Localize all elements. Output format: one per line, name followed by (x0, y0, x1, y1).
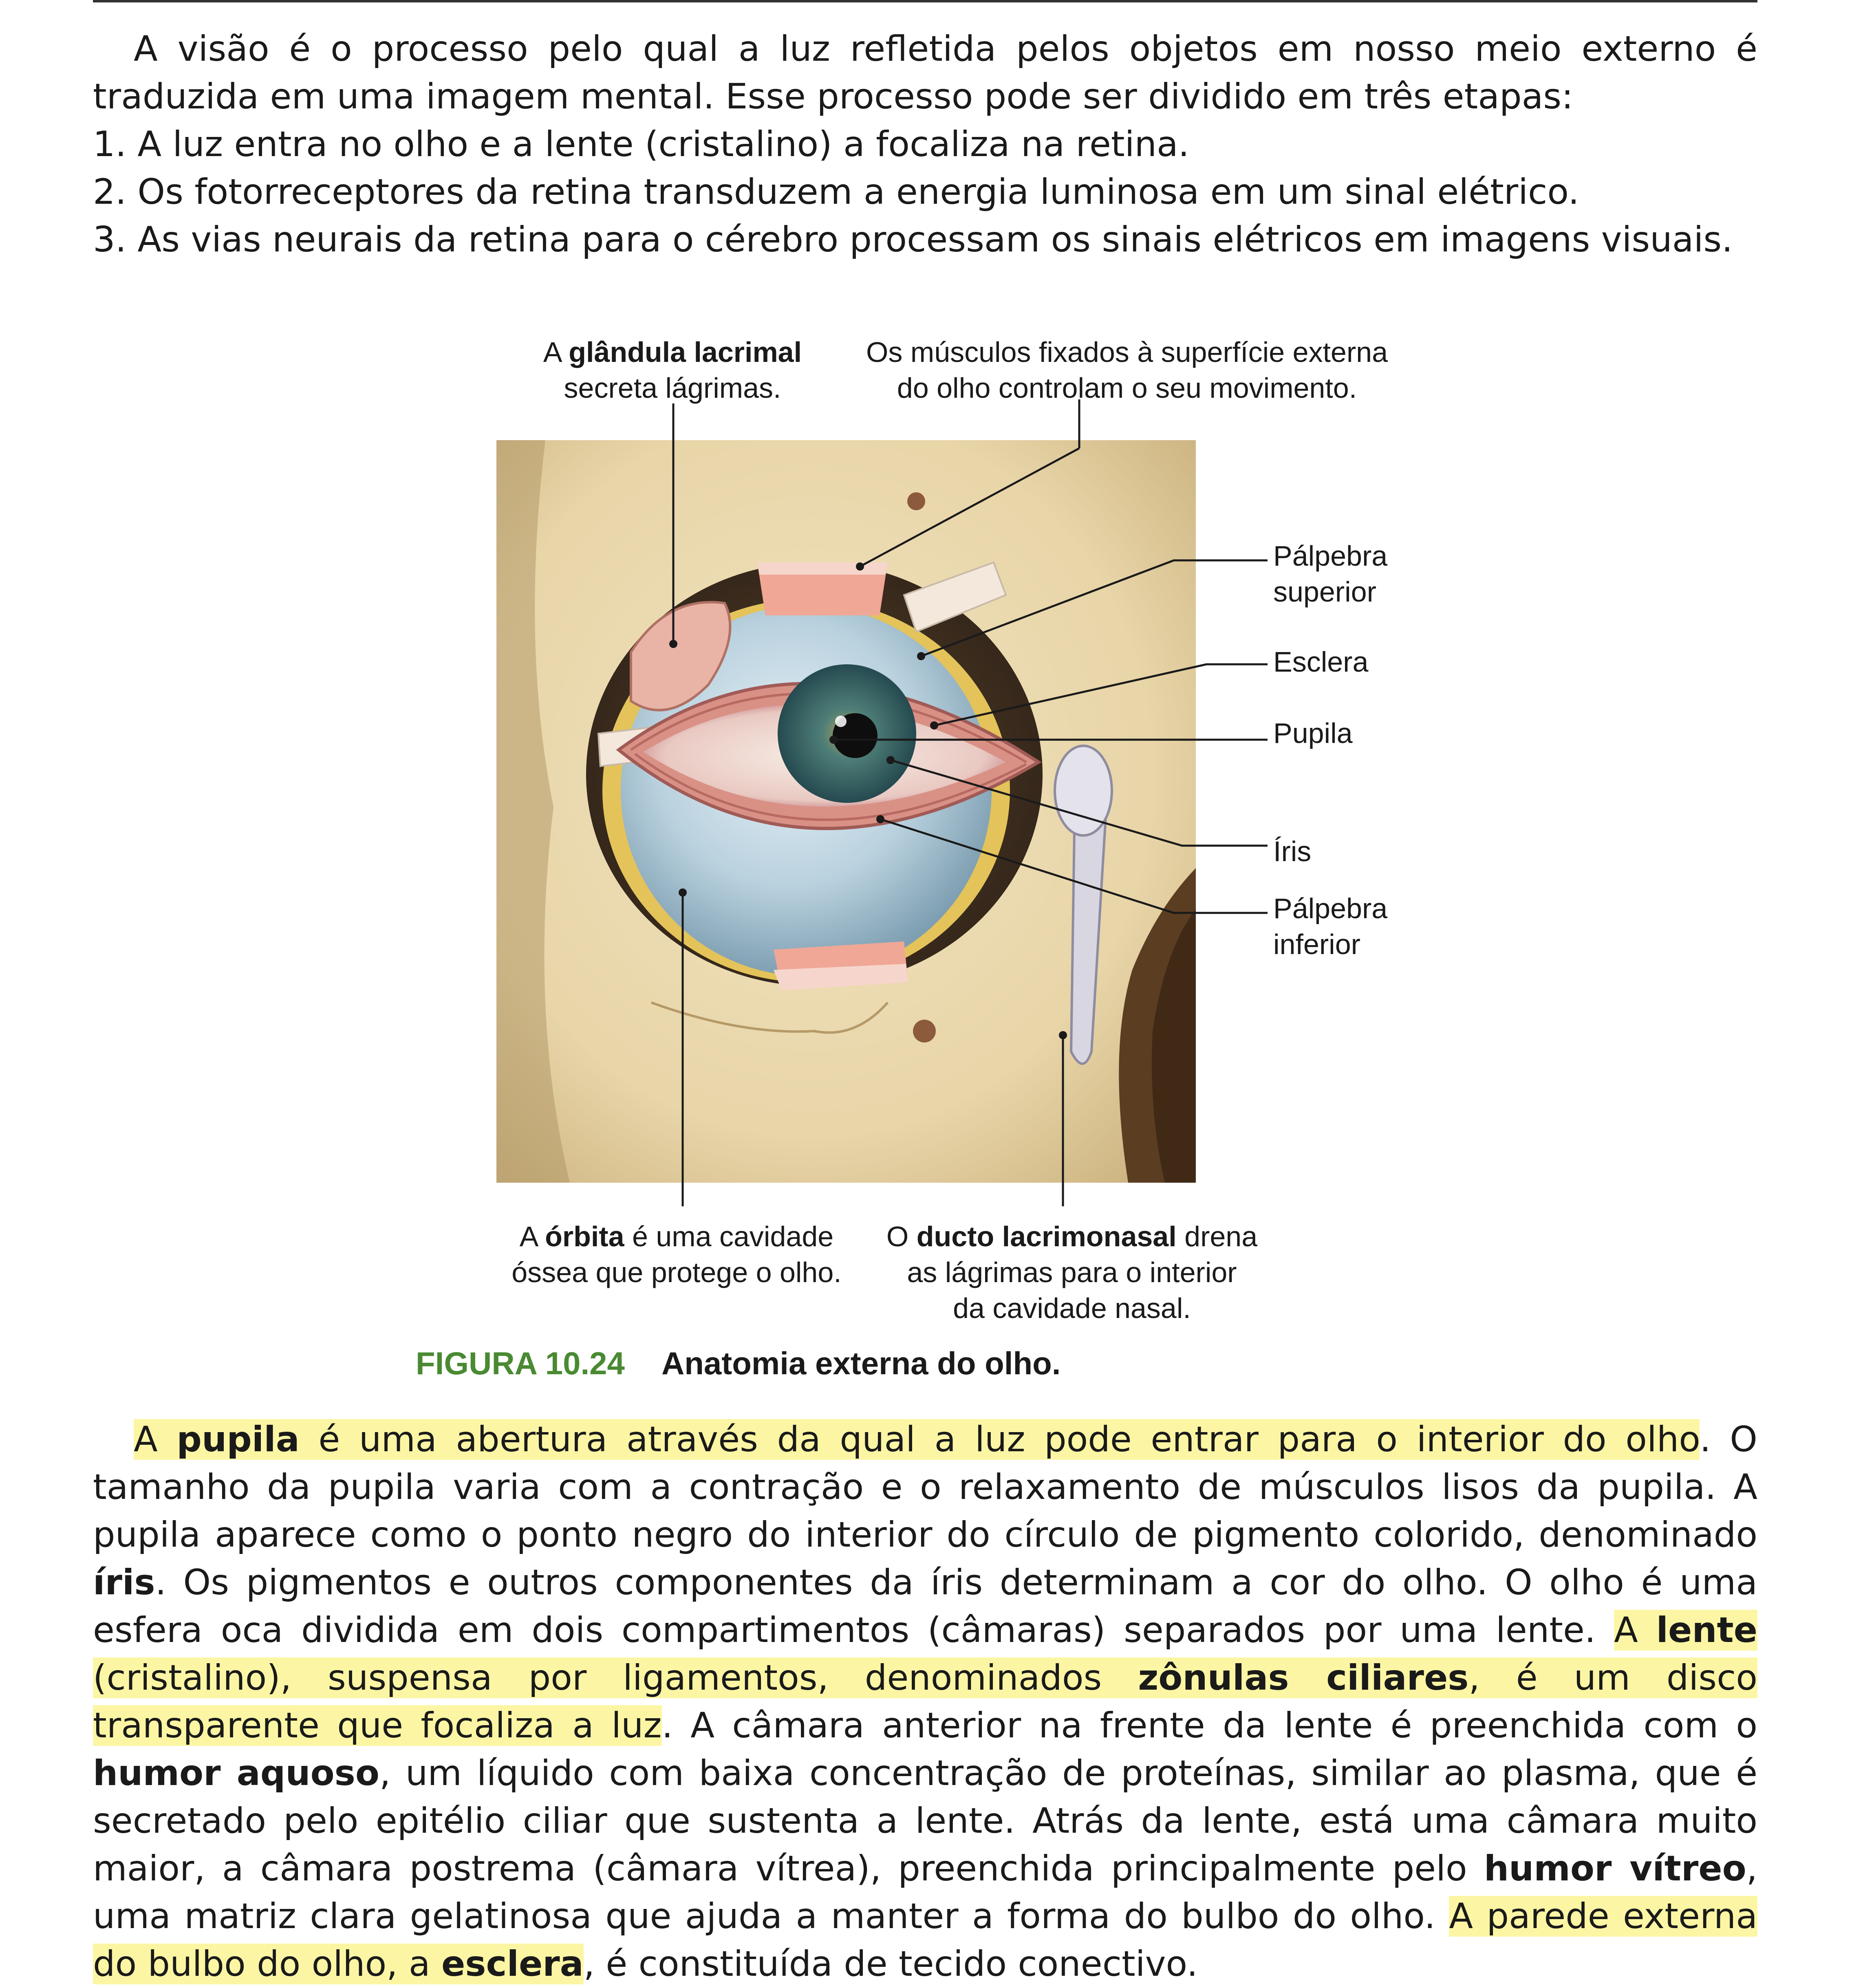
term-humor-aquoso: humor aquoso (93, 1753, 379, 1794)
label-nasolacrimal-duct: O ducto lacrimonasal drena as lágrimas para o interior da cavidade nasal. (886, 1221, 1258, 1324)
step-1: 1. A luz entra no olho e a lente (cristalino) a focaliza na retina. (93, 124, 1190, 165)
figure-number: FIGURA 10.24 (416, 1345, 625, 1381)
term-humor-vitreo: humor vítreo (1484, 1848, 1746, 1889)
text: , um líquido com baixa concentração de proteínas, similar ao plasma, que é secretado pelo epitélio ciliar que sustenta a lente. Atrás da lente, está uma câmara muito maior, a câmara postrema (câmara vítrea), preenchida principalmente pelo (93, 1753, 1757, 1889)
intro-paragraph: A visão é o processo pelo qual a luz refletida pelos objetos em nosso meio externo é traduzida em uma imagem mental. Esse processo pode ser dividido em três etapas: (93, 29, 1757, 117)
highlight: , é um disco transparente que focaliza a luz (93, 1657, 1757, 1746)
text: . O tamanho da pupila varia com a contração e o relaxamento de músculos lisos da pupila. A pupila aparece como o ponto negro do interior do círculo de pigmento colorido, denominado (93, 1419, 1757, 1555)
leader-lines (0, 318, 1852, 1377)
step-2: 2. Os fotorreceptores da retina transduzem a energia luminosa em um sinal elétrico. (93, 172, 1579, 212)
figure-caption (416, 1345, 1060, 1382)
text: . Os pigmentos e outros componentes da íris determinam a cor do olho. O olho é uma esfera oca dividida em dois compartimentos (câmaras) separados por uma lente. (93, 1562, 1757, 1651)
highlight: A (1614, 1610, 1656, 1651)
step-3: 3. As vias neurais da retina para o cérebro processam os sinais elétricos em imagens visuais. (93, 219, 1733, 260)
highlight: é uma abertura através da qual a luz pode entrar para o interior do olho (299, 1419, 1700, 1460)
label-lacrimal-gland: A glândula lacrimal secreta lágrimas. (543, 336, 802, 404)
label-lower-eyelid: Pálpebra inferior (1273, 893, 1388, 960)
highlight: (cristalino), suspensa por ligamentos, denominados (93, 1657, 1138, 1698)
highlight: A (134, 1419, 177, 1460)
intro-section (93, 25, 1757, 264)
term-zonulas-ciliares: zônulas ciliares (1138, 1657, 1469, 1698)
term-esclera: esclera (441, 1944, 584, 1984)
label-pupil: Pupila (1273, 717, 1353, 749)
label-sclera: Esclera (1273, 646, 1369, 678)
term-iris: íris (93, 1562, 155, 1603)
text: , uma matriz clara gelatinosa que ajuda a manter a forma do bulbo do olho. (93, 1848, 1757, 1937)
text: . A câmara anterior na frente da lente é preenchida com o (661, 1705, 1757, 1746)
top-rule (93, 0, 1757, 2)
label-upper-eyelid: Pálpebra superior (1273, 540, 1388, 608)
figure-title: Anatomia externa do olho. (661, 1345, 1061, 1381)
highlight: A parede externa do bulbo do olho, a (93, 1896, 1757, 1984)
figure-eye-anatomy (0, 318, 1852, 1377)
term-lente: lente (1656, 1610, 1757, 1651)
body-paragraph (93, 1416, 1757, 1988)
term-pupila: pupila (176, 1419, 300, 1460)
body-section (93, 1416, 1757, 1988)
text: , é constituída de tecido conectivo. (583, 1944, 1198, 1984)
label-orbit: A órbita é uma cavidade óssea que protege o olho. (512, 1221, 842, 1288)
label-iris: Íris (1273, 835, 1312, 867)
label-muscles: Os músculos fixados à superfície externa do olho controlam o seu movimento. (866, 336, 1388, 404)
